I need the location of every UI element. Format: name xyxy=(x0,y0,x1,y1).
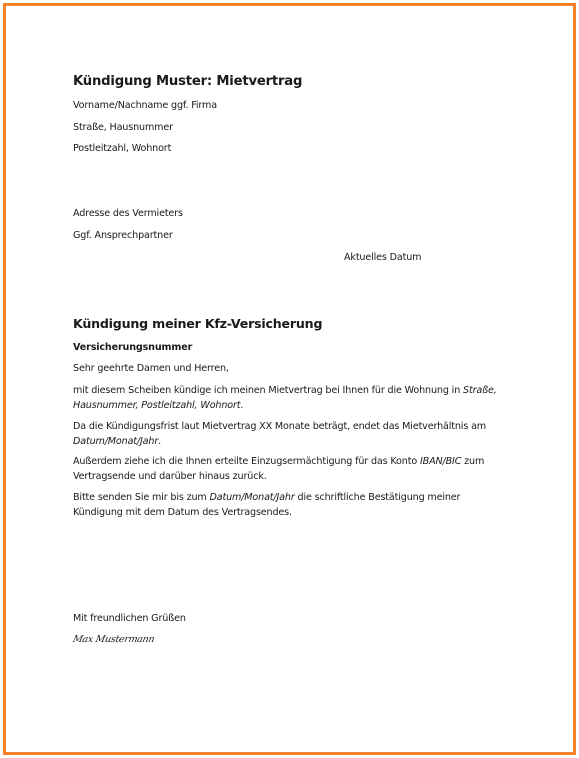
recipient-contact: Ggf. Ansprechpartner xyxy=(73,230,173,241)
letter-subject: Kündigung meiner Kfz-Versicherung xyxy=(73,316,323,331)
paragraph-4-end: die schriftliche Bestätigung meiner Kündigung mit dem Datum des Vertragsendes. xyxy=(73,492,461,518)
paragraph-2-end: . xyxy=(158,435,162,447)
paragraph-4-placeholder: Datum/Monat/Jahr xyxy=(209,492,295,503)
sender-name: Vorname/Nachname ggf. Firma xyxy=(73,100,217,111)
paragraph-3-text: Außerdem ziehe ich die Ihnen erteilte Einzugsermächtigung für das Konto xyxy=(73,456,420,467)
paragraph-1-end: . xyxy=(240,399,244,411)
paragraph-2-placeholder: Datum/Monat/Jahr xyxy=(73,435,159,447)
recipient-address: Adresse des Vermieters xyxy=(73,208,183,219)
letter-title: Kündigung Muster: Mietvertrag xyxy=(73,74,303,89)
salutation: Sehr geehrte Damen und Herren, xyxy=(73,363,229,374)
paragraph-1-placeholder: Straße, Hausnummer, Postleitzahl, Wohnort xyxy=(73,385,497,411)
reference-number-label: Versicherungsnummer xyxy=(73,342,193,353)
paragraph-2 xyxy=(73,420,503,449)
paragraph-1 xyxy=(73,384,503,413)
paragraph-4-text: Bitte senden Sie mir bis zum xyxy=(73,492,210,503)
paragraph-1-text: mit diesem Scheiben kündige ich meinen Mietvertrag bei Ihnen für die Wohnung in xyxy=(73,385,464,396)
paragraph-3-end: zum Vertragsende und darüber hinaus zurück. xyxy=(73,456,485,482)
sender-city: Postleitzahl, Wohnort xyxy=(73,143,172,154)
paragraph-2-text: Da die Kündigungsfrist laut Mietvertrag XX Monate beträgt, endet das Mietverhältnis am xyxy=(73,421,486,432)
paragraph-3 xyxy=(73,455,503,484)
paragraph-3-placeholder: IBAN/BIC xyxy=(419,456,462,467)
closing: Mit freundlichen Grüßen xyxy=(73,613,186,624)
paragraph-4 xyxy=(73,491,503,520)
letter-date: Aktuelles Datum xyxy=(344,252,422,263)
sender-street: Straße, Hausnummer xyxy=(73,122,173,133)
signature: Max Mustermann xyxy=(71,634,156,645)
